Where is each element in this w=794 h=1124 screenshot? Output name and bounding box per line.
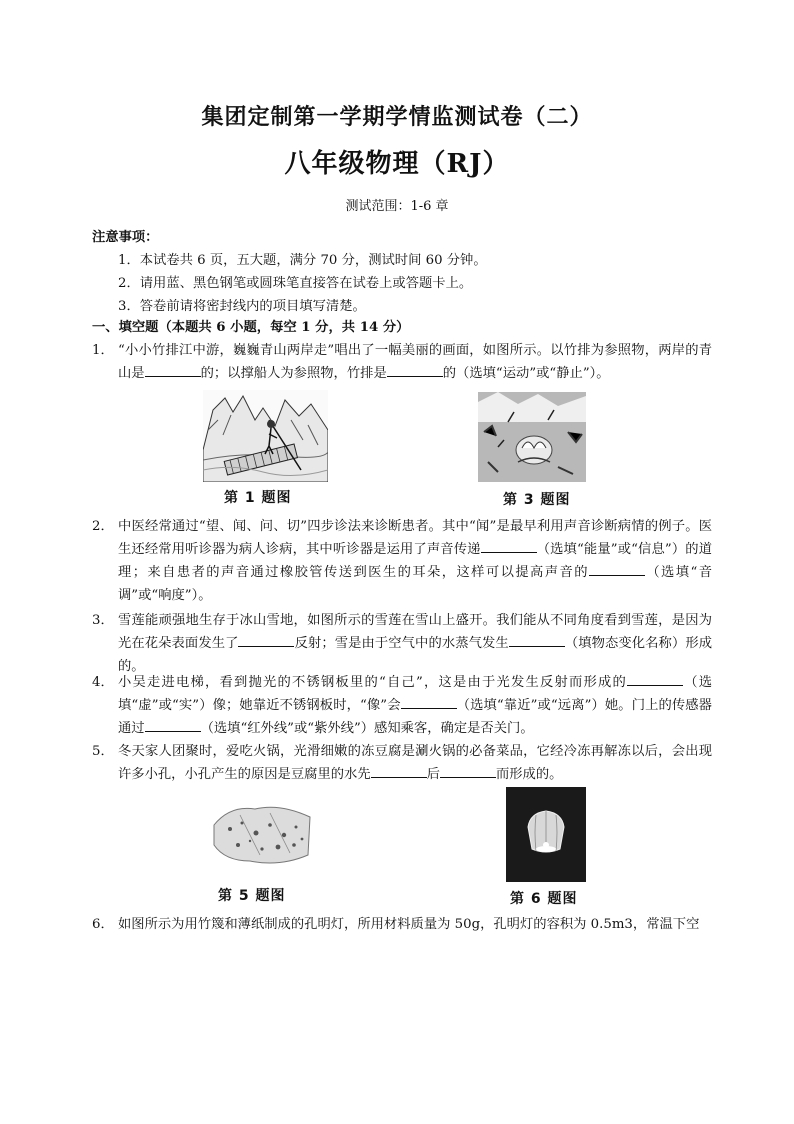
answer-blank[interactable] [440,763,496,778]
figure-5-caption: 第 5 题图 [218,888,286,904]
figure-3-caption: 第 3 题图 [503,492,571,508]
note-item-3: 3．答卷前请将密封线内的项目填写清楚。 [118,299,366,314]
question-6 [92,913,712,936]
answer-blank[interactable] [145,362,201,377]
answer-blank[interactable] [481,538,537,553]
question-text: 中医经常通过“望、闻、问、切”四步诊法来诊断患者。其中“闻”是最早利用声音诊断病情的例子。医生还经常用听诊器为病人诊病，其中听诊器是运用了声音传递 [118,519,712,557]
figure-6-caption: 第 6 题图 [510,891,578,907]
question-3 [92,609,712,678]
question-text: “小小竹排江中游，巍巍青山两岸走”唱出了一幅美丽的画面，如图所示。以竹排为参照物，两岸的青山是 [118,343,712,381]
question-number: 2． [92,519,114,534]
exam-subtitle: 八年级物理（RJ） [284,149,510,179]
figure-6-sky-lantern-image [506,787,586,882]
question-text: 而形成的。 [495,767,563,782]
answer-blank[interactable] [401,694,457,709]
section-heading-fill-in: 一、填空题（本题共 6 小题，每空 1 分，共 14 分） [92,320,410,335]
question-text: （填物态变化名称）形成的。 [118,636,713,674]
figure-5-tofu-image [210,795,315,870]
answer-blank[interactable] [371,763,427,778]
question-number: 5． [92,744,114,759]
question-1 [92,339,712,385]
figure-1-raft-image [203,390,328,482]
notes-heading: 注意事项： [92,230,159,245]
question-text: 雪莲能顽强地生存于冰山雪地，如图所示的雪莲在雪山上盛开。我们能从不同角度看到雪莲，是因为光在花朵表面发生了 [118,613,712,651]
question-text: 后 [426,767,440,782]
answer-blank[interactable] [589,561,645,576]
question-2 [92,515,712,607]
note-item-1: 1．本试卷共 6 页，五大题，满分 70 分，测试时间 60 分钟。 [118,253,487,268]
question-text: 小吴走进电梯，看到抛光的不锈钢板里的“自己”，这是由于光发生反射而形成的 [118,675,627,690]
question-number: 4． [92,675,114,690]
question-number: 1． [92,343,114,358]
question-text: 的（选填“运动”或“静止”）。 [442,366,610,381]
figure-1-caption: 第 1 题图 [224,490,292,506]
question-number: 3． [92,613,114,628]
answer-blank[interactable] [509,632,565,647]
question-4 [92,671,712,740]
question-text: （选填“靠近”或“远离”）她。门上的传感器通过 [118,698,712,736]
exam-title: 集团定制第一学期学情监测试卷（二） [201,104,593,130]
answer-blank[interactable] [627,671,683,686]
question-number: 6． [92,917,114,932]
question-text: （选填“能量”或“信息”）的道理；来自患者的声音通过橡胶管传送到医生的耳朵，这样可以提高声音的 [118,542,712,580]
question-text: （选填“红外线”或“紫外线”）感知乘客，确定是否关门。 [200,721,534,736]
figure-3-snow-lotus-image [478,392,586,482]
answer-blank[interactable] [387,362,443,377]
note-item-2: 2．请用蓝、黑色钢笔或圆珠笔直接答在试卷上或答题卡上。 [118,276,473,291]
question-5 [92,740,712,786]
question-text: 反射；雪是由于空气中的水蒸气发生 [294,636,509,651]
question-text: （选填“虚”或“实”）像；她靠近不锈钢板时，“像”会 [118,675,712,713]
question-text: 冬天家人团聚时，爱吃火锅，光滑细嫩的冻豆腐是涮火锅的必备菜品，它经冷冻再解冻以后，会出现许多小孔，小孔产生的原因是豆腐里的水先 [118,744,712,782]
question-text: （选填“音调”或“响度”）。 [118,565,712,603]
answer-blank[interactable] [238,632,294,647]
test-scope: 测试范围：1-6 章 [345,199,449,214]
answer-blank[interactable] [145,717,201,732]
question-text: 如图所示为用竹篾和薄纸制成的孔明灯，所用材料质量为 50g，孔明灯的容积为 0.5m3，常温下空 [118,917,700,932]
question-text: 的；以撑船人为参照物，竹排是 [200,366,387,381]
